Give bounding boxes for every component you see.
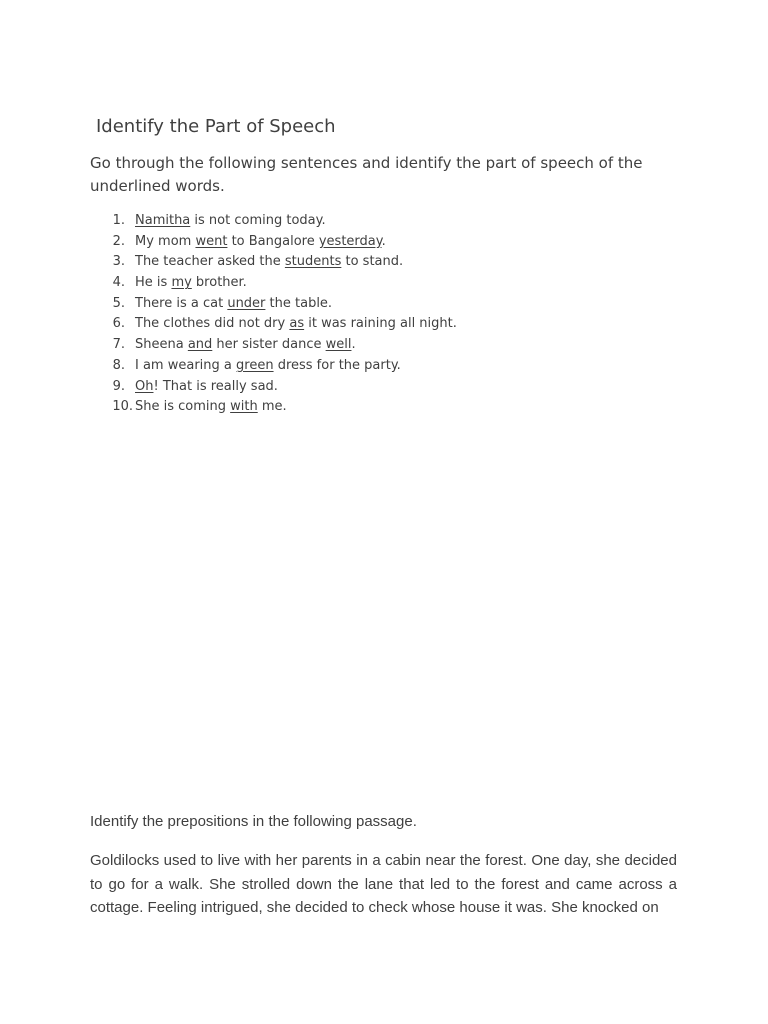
sentence-text: brother. <box>191 275 247 291</box>
sentence-text: her sister dance <box>212 337 326 353</box>
underlined-word: green <box>236 357 274 373</box>
sentence-text: My mom <box>135 233 196 249</box>
question-number: 5. <box>112 295 125 311</box>
underlined-word: Namitha <box>135 213 191 228</box>
sentence-text: dress for the party. <box>273 357 401 373</box>
prepositions-title: Identify the prepositions in the following passage. <box>90 813 417 830</box>
question-item <box>90 377 457 398</box>
question-item <box>90 232 457 253</box>
sentence-text: is not coming today. <box>190 213 326 228</box>
underlined-word: with <box>230 399 258 415</box>
underlined-word: under <box>227 295 266 311</box>
question-item <box>90 252 457 273</box>
underlined-word: and <box>187 337 213 353</box>
sentence-text: She is coming <box>135 399 231 415</box>
underlined-word: Oh <box>135 378 154 394</box>
underlined-word: well <box>325 337 352 353</box>
question-number: 7. <box>112 337 125 353</box>
question-item <box>90 211 457 232</box>
sentence-text: me. <box>257 399 287 415</box>
worksheet-title: Identify the Part of Speech <box>96 116 336 137</box>
question-number: 1. <box>112 213 125 228</box>
sentence-text: The clothes did not dry <box>135 316 290 332</box>
question-item <box>90 356 457 377</box>
question-item <box>90 314 457 335</box>
question-number: 9. <box>112 378 125 394</box>
question-number: 8. <box>112 357 125 373</box>
sentence-text: . <box>351 337 356 353</box>
question-list <box>90 211 457 418</box>
sentence-text: Sheena <box>135 337 188 353</box>
question-number: 10. <box>112 399 133 415</box>
prepositions-passage: Goldilocks used to live with her parents in a cabin near the forest. One day, she decided to go for a walk. She strolled down the lane that led to the forest and came across a cottage. Feeling intrigued, she decided to check whose house it was. She knocked on <box>90 852 677 916</box>
sentence-text: . <box>381 233 386 249</box>
underlined-word: yesterday <box>318 233 382 249</box>
question-number: 2. <box>112 233 125 249</box>
underlined-word: went <box>195 233 228 249</box>
sentence-text: to stand. <box>341 254 404 270</box>
sentence-text: He is <box>135 275 172 291</box>
underlined-word: as <box>289 316 305 332</box>
sentence-text: I am wearing a <box>135 357 237 373</box>
question-item <box>90 397 457 418</box>
sentence-text: ! That is really sad. <box>153 378 278 394</box>
sentence-text: to Bangalore <box>227 233 319 249</box>
question-number: 6. <box>112 316 125 332</box>
sentence-text: it was raining all night. <box>304 316 457 332</box>
underlined-word: my <box>171 275 192 291</box>
sentence-text: There is a cat <box>135 295 228 311</box>
question-item <box>90 335 457 356</box>
question-item <box>90 273 457 294</box>
question-number: 3. <box>112 254 125 270</box>
worksheet-instructions: Go through the following sentences and identify the part of speech of the underlined words. <box>90 154 643 195</box>
sentence-text: The teacher asked the <box>135 254 285 270</box>
sentence-text: the table. <box>265 295 333 311</box>
question-item <box>90 294 457 315</box>
question-number: 4. <box>112 275 125 291</box>
underlined-word: students <box>284 254 342 270</box>
